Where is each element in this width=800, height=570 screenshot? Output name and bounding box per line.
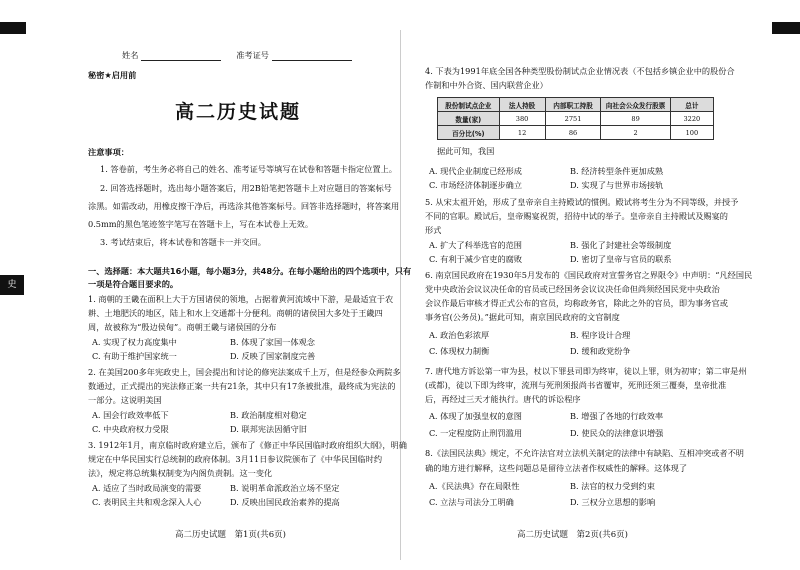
footer-right: 高二历史试题 第2页(共6页) [517, 530, 628, 540]
q6-option-b: B. 程序设计合理 [570, 330, 631, 340]
q4-option-c: C. 市场经济体制逐步确立 [429, 180, 523, 190]
q2-stem-2: 数通过，正式提出的宪法修正案一共有21条，其中只有17条被批准，最终成为宪法的 [88, 381, 396, 391]
footer-left: 高二历史试题 第1页(共6页) [175, 530, 286, 540]
table-cell: 2 [601, 126, 670, 140]
note-1: 1. 答卷前，考生务必将自己的姓名、准考证号等填写在试卷和答题卡指定位置上。 [100, 164, 397, 174]
notes-heading: 注意事项： [88, 147, 129, 157]
q5-option-c: C. 有利于减少官吏的腐败 [429, 254, 523, 264]
q5-option-a: A. 扩大了科举选官的范围 [429, 240, 522, 250]
q7-stem-1: 7. 唐代地方诉讼第一审为县，杖以下罪县司即为终审，徒以上罪，则为初审；第二审是州 [425, 366, 747, 376]
name-row [122, 50, 352, 61]
q7-option-c: C. 一定程度防止刑罚滥用 [429, 428, 523, 438]
exam-number-label: 准考证号 [236, 50, 269, 60]
q1-option-a: A. 实现了权力高度集中 [92, 337, 177, 347]
q8-stem-1: 8.《法国民法典》规定，不允许法官对立法机关制定的法律中有缺陷、互相冲突或者不明 [425, 448, 744, 458]
q5-option-d: D. 密切了皇帝与官员的联系 [570, 254, 672, 264]
table-row-header: 百分比(%) [438, 126, 500, 140]
q8-option-d: D. 三权分立思想的影响 [570, 497, 656, 507]
q6-stem-2: 党中央政治会议议决任命的官员或已经国务会议议决任命但尚须经国民党中央政治 [425, 284, 720, 294]
section-1-line-2: 一项是符合题目要求的。 [88, 279, 179, 289]
q7-stem-2: (或都)，徒以下即为终审，流刑与死刑须报尚书省覆审，死刑还须三覆奏，皇帝批准 [425, 380, 727, 390]
table-header-cell: 内部职工持股 [545, 98, 601, 112]
q6-option-d: D. 缓和政党纷争 [570, 346, 631, 356]
q8-option-c: C. 立法与司法分工明确 [429, 497, 514, 507]
subject-tab: 史 [0, 275, 24, 295]
table-header-cell: 股份制试点企业 [438, 98, 500, 112]
q6-option-a: A. 政治色彩浓厚 [429, 330, 490, 340]
q3-stem-1: 3. 1912年1月，南京临时政府建立后，颁布了《修正中华民国临时政府组织大纲》，明确 [88, 440, 407, 450]
table-cell: 86 [545, 126, 601, 140]
q6-stem-4: 事务官(公务员)。”据此可知，南京国民政府的文官制度 [425, 312, 620, 322]
table-cell: 3220 [670, 112, 713, 126]
q3-stem-3: 法》，规定将总统集权制变为内阁负责制。这一变化 [88, 468, 273, 478]
note-3: 3. 考试结束后，将本试卷和答题卡一并交回。 [100, 237, 266, 247]
note-2b: 涂黑。如需改动，用橡皮擦干净后，再选涂其他答案标号。回答非选择题时，将答案用 [88, 201, 400, 211]
q1-stem-3: 周，故被称为“殷边侯甸”。商朝王畿与诸侯国的分布 [88, 322, 277, 332]
q6-stem-1: 6. 南京国民政府在1930年5月发布的《国民政府对宣誓务官之界限令》中声明：“凡经国民 [425, 270, 753, 280]
q4-stem-1: 4. 下表为1991年底全国各种类型股份制试点企业情况表（不包括乡镇企业中的股份合 [425, 66, 735, 76]
name-blank [141, 51, 221, 61]
q1-stem-2: 耕、土地肥沃的地区，陆上和水上交通都十分便利。商朝的诸侯国大多处于王畿四 [88, 308, 383, 318]
name-label: 姓名 [122, 50, 139, 60]
q5-option-b: B. 强化了封建社会等级制度 [570, 240, 672, 250]
q4-option-d: D. 实现了与世界市场接轨 [570, 180, 664, 190]
exam-number-blank [272, 51, 352, 61]
secret-label: 秘密★启用前 [88, 70, 137, 80]
table-cell: 2751 [545, 112, 601, 126]
note-2c: 0.5mm的黑色笔迹签字笔写在答题卡上，写在本试卷上无效。 [88, 219, 314, 229]
table-row-header: 数量(家) [438, 112, 500, 126]
q4-option-a: A. 现代企业制度已经形成 [429, 166, 522, 176]
table-header-cell: 向社会公众发行股票 [601, 98, 670, 112]
page-title: 高二历史试题 [175, 101, 302, 123]
q8-stem-2: 确的地方进行解释，这些问题总是留待立法者作权威性的解释。这体现了 [425, 463, 688, 473]
q2-option-a: A. 国会行政效率低下 [92, 410, 169, 420]
q7-stem-3: 后，再经过三天才能执行。唐代的诉讼程序 [425, 394, 581, 404]
table-cell: 100 [670, 126, 713, 140]
q2-stem-1: 2. 在美国200多年宪政史上，国会提出和讨论的修宪法案成千上万，但是经参众两院多 [88, 367, 401, 377]
q5-stem-1: 5. 从宋太祖开始，形成了皇帝亲自主持殿试的惯例。殿试将考生分为不同等级，并授予 [425, 197, 739, 207]
q7-option-d: D. 使民众的法律意识增强 [570, 428, 664, 438]
q4-stem-2: 作制和中外合资、国内联营企业） [425, 80, 548, 90]
q3-option-d: D. 反映出国民政治素养的提高 [230, 497, 340, 507]
q8-option-a: A.《民法典》存在局限性 [429, 481, 520, 491]
q7-option-a: A. 体现了加强皇权的意图 [429, 411, 522, 421]
q6-option-c: C. 体现权力制衡 [429, 346, 490, 356]
q3-option-a: A. 适应了当时政局演变的需要 [92, 483, 202, 493]
q1-option-c: C. 有助于维护国家统一 [92, 351, 177, 361]
q2-stem-3: 一部分。这说明美国 [88, 395, 162, 405]
q2-option-d: D. 联邦宪法因循守旧 [230, 424, 307, 434]
registration-mark-top-left [0, 22, 26, 34]
q8-option-b: B. 法官的权力受到约束 [570, 481, 655, 491]
table-row [438, 126, 714, 140]
q2-option-c: C. 中央政府权力受限 [92, 424, 169, 434]
q3-option-c: C. 表明民主共和观念深入人心 [92, 497, 202, 507]
q3-option-b: B. 说明革命派政治立场不坚定 [230, 483, 340, 493]
page-divider [400, 30, 401, 560]
table-cell: 380 [499, 112, 545, 126]
q7-option-b: B. 增强了各地的行政效率 [570, 411, 664, 421]
table-cell: 12 [499, 126, 545, 140]
q1-option-b: B. 体现了家国一体观念 [230, 337, 315, 347]
table-header-cell: 法人持股 [499, 98, 545, 112]
q2-option-b: B. 政治制度相对稳定 [230, 410, 307, 420]
table-header-cell: 总计 [670, 98, 713, 112]
table-header-row [438, 98, 714, 112]
q5-stem-3: 形式 [425, 225, 442, 235]
q6-stem-3: 会议作最后审核才得正式公布的官员，均称政务官，除此之外的官员，即为事务官或 [425, 298, 728, 308]
q1-option-d: D. 反映了国家制度完善 [230, 351, 316, 361]
q3-stem-2: 规定在中华民国实行总统制的政府体制。3月11日参议院颁布了《中华民国临时约 [88, 454, 383, 464]
table-row [438, 112, 714, 126]
q5-stem-2: 不同的官职。殿试后，皇帝赐宴祝贺，招待中试的举子。皇帝亲自主持殿试及赐宴的 [425, 211, 728, 221]
section-1-line-1: 一、选择题：本大题共16小题，每小题3分，共48分。在每小题给出的四个选项中，只有 [88, 266, 412, 276]
q4-option-b: B. 经济转型条件更加成熟 [570, 166, 664, 176]
q1-stem-1: 1. 商朝的王畿在面积上大于方国诸侯的领地，占据着黄河流域中下游，是最适宜于农 [88, 294, 394, 304]
table-cell: 89 [601, 112, 670, 126]
note-2a: 2. 回答选择题时，选出每小题答案后，用2B铅笔把答题卡上对应题目的答案标号 [100, 183, 392, 193]
registration-mark-top-right [772, 22, 800, 34]
q4-data-table [437, 97, 714, 140]
q4-stem-3: 据此可知，我国 [437, 146, 495, 156]
